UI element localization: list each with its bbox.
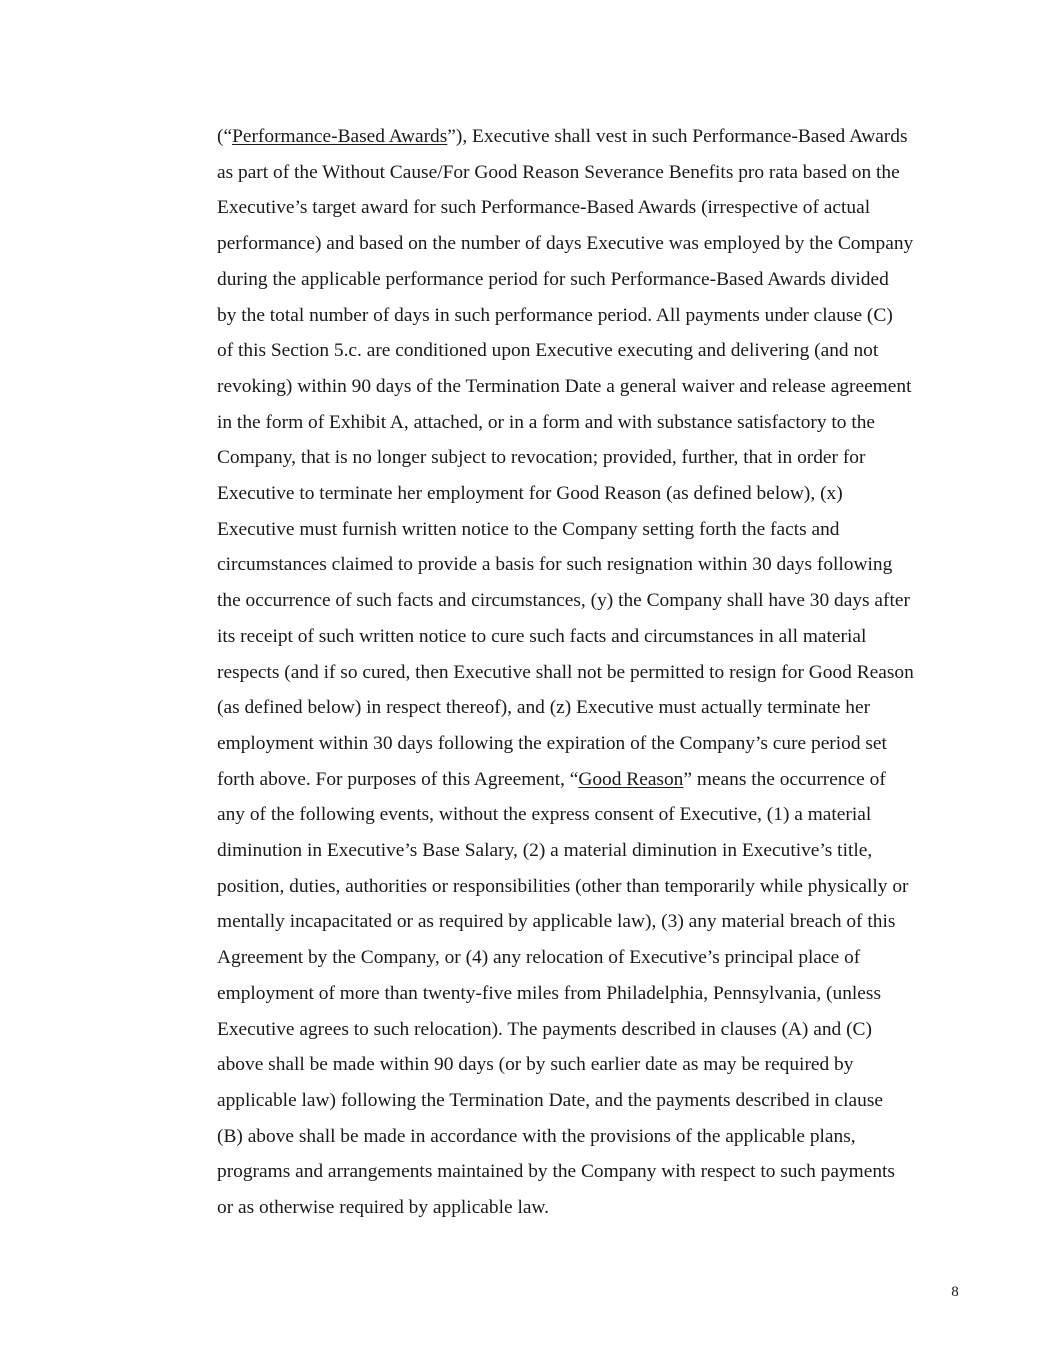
text-line [217, 1154, 977, 1190]
text-line [217, 762, 977, 798]
text-segment: circumstances claimed to provide a basis for such resignation within 30 days following [217, 554, 893, 576]
text-line [217, 190, 977, 226]
text-segment: employment within 30 days following the expiration of the Company’s cure period set [217, 732, 887, 754]
text-line [217, 405, 977, 441]
text-segment: of this Section 5.c. are conditioned upon Executive executing and delivering (and not [217, 340, 879, 362]
text-line [217, 119, 977, 155]
text-line [217, 1047, 977, 1083]
text-segment: performance) and based on the number of days Executive was employed by the Company [217, 233, 914, 255]
text-line [217, 333, 977, 369]
text-segment: or as otherwise required by applicable law. [217, 1197, 550, 1219]
text-segment: Executive must furnish written notice to the Company setting forth the facts and [217, 518, 840, 540]
text-line [217, 369, 977, 405]
text-line [217, 298, 977, 334]
text-segment: by the total number of days in such performance period. All payments under clause (C) [217, 304, 893, 326]
defined-term: Good Reason [578, 768, 684, 790]
text-line [217, 1190, 977, 1226]
text-line [217, 440, 977, 476]
text-line [217, 619, 977, 655]
text-line [217, 976, 977, 1012]
text-line [217, 904, 977, 940]
text-segment: above shall be made within 90 days (or by such earlier date as may be required by [217, 1054, 854, 1076]
text-segment: in the form of Exhibit A, attached, or in a form and with substance satisfactory to the [217, 411, 876, 433]
text-segment: Executive agrees to such relocation). The payments described in clauses (A) and (C) [217, 1018, 872, 1040]
text-line [217, 583, 977, 619]
defined-term: Performance-Based Awards [232, 126, 448, 147]
text-segment: Executive’s target award for such Performance-Based Awards (irrespective of actual [217, 197, 871, 219]
text-segment: revoking) within 90 days of the Termination Date a general waiver and release agreement [217, 375, 912, 397]
text-line [217, 797, 977, 833]
text-line [217, 547, 977, 583]
text-segment: forth above. For purposes of this Agreement, “ [217, 768, 579, 790]
text-segment: as part of the Without Cause/For Good Reason Severance Benefits pro rata based on the [217, 161, 900, 183]
text-segment: ” means the occurrence of [683, 768, 886, 790]
text-segment: its receipt of such written notice to cure such facts and circumstances in all material [217, 625, 867, 647]
text-segment: (B) above shall be made in accordance with the provisions of the applicable plans, [217, 1125, 856, 1147]
text-segment: (as defined below) in respect thereof), and (z) Executive must actually terminate her [217, 697, 871, 719]
text-segment: Agreement by the Company, or (4) any relocation of Executive’s principal place of [217, 947, 861, 969]
text-line [217, 476, 977, 512]
page-number: 8 [951, 1284, 959, 1300]
text-line [217, 690, 977, 726]
text-line [217, 940, 977, 976]
text-segment: position, duties, authorities or responsibilities (other than temporarily while physically or [217, 875, 909, 897]
text-segment: Company, that is no longer subject to revocation; provided, further, that in order for [217, 447, 866, 469]
text-segment: any of the following events, without the express consent of Executive, (1) a material [217, 804, 872, 826]
text-line [217, 155, 977, 191]
text-segment: the occurrence of such facts and circumstances, (y) the Company shall have 30 days after [217, 590, 910, 612]
text-segment: mentally incapacitated or as required by applicable law), (3) any material breach of this [217, 911, 896, 933]
text-line [217, 1083, 977, 1119]
text-line [217, 512, 977, 548]
text-segment: employment of more than twenty-five miles from Philadelphia, Pennsylvania, (unless [217, 982, 881, 1004]
text-segment: during the applicable performance period for such Performance-Based Awards divided [217, 268, 889, 290]
text-segment: respects (and if so cured, then Executive shall not be permitted to resign for Good Reason [217, 661, 914, 683]
text-segment: (“ [217, 126, 233, 147]
text-line [217, 726, 977, 762]
text-line [217, 833, 977, 869]
text-segment: programs and arrangements maintained by the Company with respect to such payments [217, 1161, 895, 1183]
text-segment: Executive to terminate her employment for Good Reason (as defined below), (x) [217, 483, 843, 505]
text-line [217, 869, 977, 905]
agreement-paragraph [217, 119, 977, 1226]
text-line [217, 262, 977, 298]
text-segment: ”), Executive shall vest in such Performance-Based Awards [447, 126, 908, 147]
text-segment: diminution in Executive’s Base Salary, (2) a material diminution in Executive’s title, [217, 840, 873, 862]
text-line [217, 655, 977, 691]
text-line [217, 226, 977, 262]
text-segment: applicable law) following the Termination Date, and the payments described in clause [217, 1089, 883, 1111]
text-line [217, 1119, 977, 1155]
text-line [217, 1012, 977, 1048]
